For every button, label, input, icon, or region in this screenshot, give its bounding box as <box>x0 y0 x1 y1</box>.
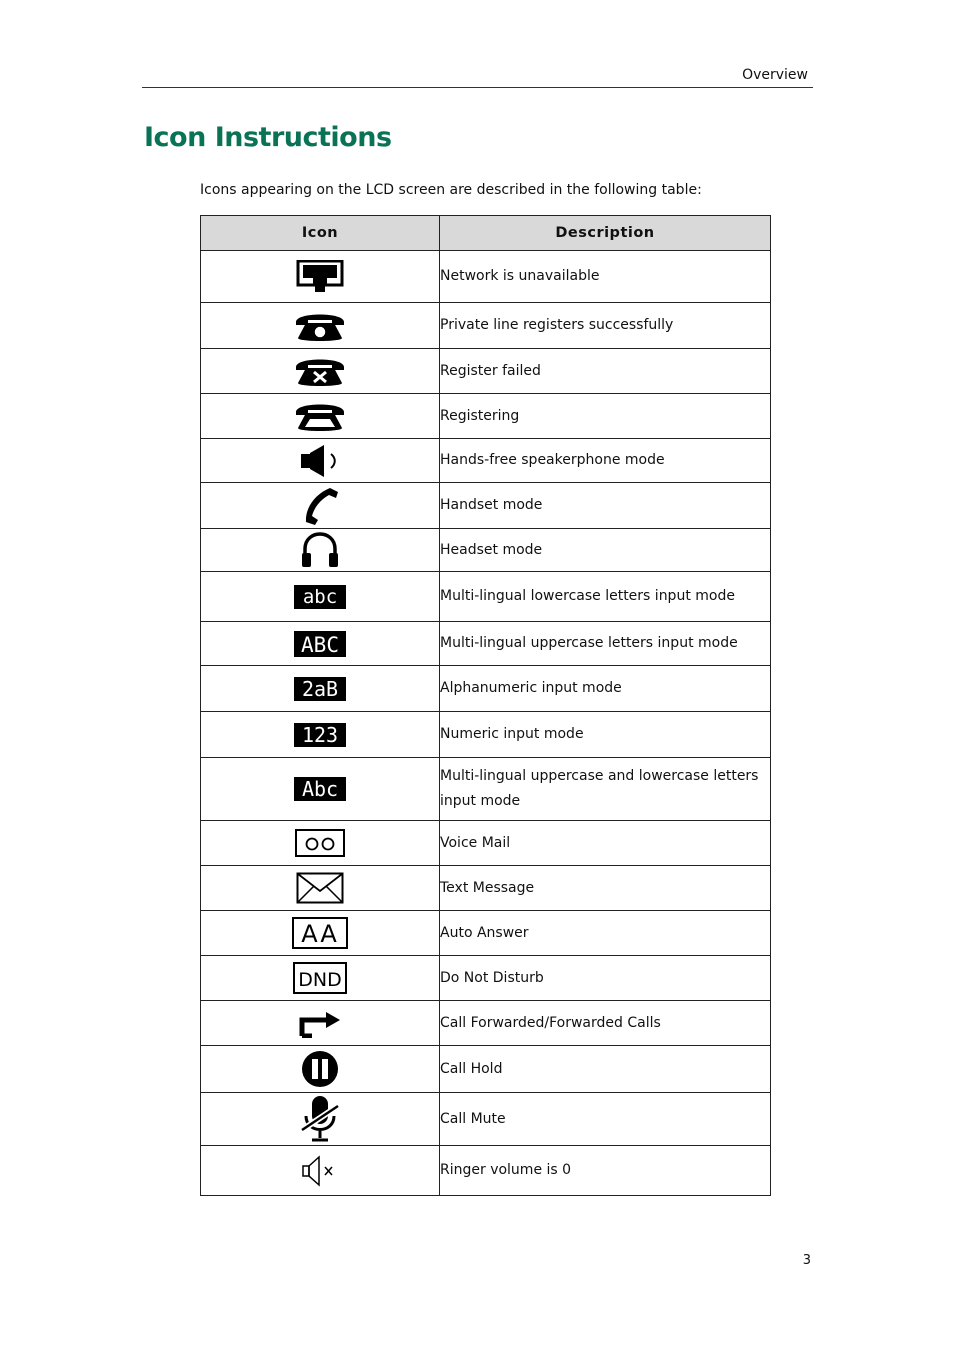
dnd-icon <box>293 962 347 994</box>
row-description: Text Message <box>440 866 771 911</box>
row-description: Multi-lingual lowercase letters input mode <box>440 572 771 622</box>
header-divider <box>142 87 813 88</box>
svg-text:123: 123 <box>301 722 339 747</box>
table-row <box>201 349 771 394</box>
svg-text:DND: DND <box>298 969 342 991</box>
input-2aB-icon <box>294 677 346 701</box>
svg-text:Abc: Abc <box>301 777 339 801</box>
svg-text:ABC: ABC <box>301 632 339 657</box>
icon-table <box>200 215 771 1196</box>
table-row <box>201 1001 771 1046</box>
auto-answer-icon <box>292 917 348 949</box>
row-description: Call Forwarded/Forwarded Calls <box>440 1001 771 1046</box>
row-description: Hands-free speakerphone mode <box>440 439 771 483</box>
table-header-row <box>201 216 771 251</box>
row-description: Alphanumeric input mode <box>440 666 771 712</box>
row-description: Auto Answer <box>440 911 771 956</box>
call-hold-icon <box>300 1049 340 1089</box>
table-row <box>201 622 771 666</box>
row-description: Multi-lingual uppercase letters input mode <box>440 622 771 666</box>
table-row <box>201 394 771 439</box>
phone-registering-icon <box>292 398 348 434</box>
table-row <box>201 712 771 758</box>
svg-text:AA: AA <box>301 920 339 948</box>
ringer-volume-zero-icon <box>300 1154 340 1188</box>
intro-text: Icons appearing on the LCD screen are described in the following table: <box>200 182 702 198</box>
row-description: Voice Mail <box>440 821 771 866</box>
text-message-icon <box>296 872 344 904</box>
table-row <box>201 758 771 821</box>
page-title: Icon Instructions <box>144 122 392 153</box>
table-row <box>201 251 771 303</box>
table-row <box>201 866 771 911</box>
table-row <box>201 666 771 712</box>
row-description: Network is unavailable <box>440 251 771 303</box>
row-description: Call Mute <box>440 1093 771 1146</box>
table-row <box>201 483 771 529</box>
table-row <box>201 1046 771 1093</box>
table-row <box>201 956 771 1001</box>
row-description: Do Not Disturb <box>440 956 771 1001</box>
row-description: Register failed <box>440 349 771 394</box>
row-description: Handset mode <box>440 483 771 529</box>
voice-mail-icon <box>295 829 345 857</box>
table-row <box>201 1146 771 1196</box>
row-description: Multi-lingual uppercase and lowercase letters input mode <box>440 758 771 821</box>
page-number: 3 <box>802 1253 811 1268</box>
svg-text:2aB: 2aB <box>301 676 339 701</box>
handset-icon <box>300 486 340 526</box>
headset-icon <box>300 531 340 569</box>
table-row <box>201 439 771 483</box>
speakerphone-icon <box>298 443 342 479</box>
running-header: Overview <box>742 67 808 83</box>
row-description: Headset mode <box>440 529 771 572</box>
table-row <box>201 529 771 572</box>
table-row <box>201 911 771 956</box>
table-row <box>201 572 771 622</box>
svg-text:abc: abc <box>302 585 338 608</box>
phone-register-failed-icon <box>292 353 348 389</box>
input-abc-icon <box>294 585 346 609</box>
row-description: Registering <box>440 394 771 439</box>
table-row <box>201 303 771 349</box>
network-unavailable-icon <box>296 260 344 294</box>
call-forward-icon <box>298 1008 342 1038</box>
row-description: Call Hold <box>440 1046 771 1093</box>
column-header-description: Description <box>440 216 771 251</box>
input-123-icon <box>294 723 346 747</box>
column-header-icon: Icon <box>201 216 440 251</box>
call-mute-icon <box>298 1094 342 1144</box>
phone-registered-icon <box>292 308 348 344</box>
row-description: Numeric input mode <box>440 712 771 758</box>
input-Abc-icon <box>294 777 346 801</box>
row-description: Ringer volume is 0 <box>440 1146 771 1196</box>
table-row <box>201 1093 771 1146</box>
row-description: Private line registers successfully <box>440 303 771 349</box>
table-row <box>201 821 771 866</box>
input-ABC-icon <box>294 631 346 657</box>
